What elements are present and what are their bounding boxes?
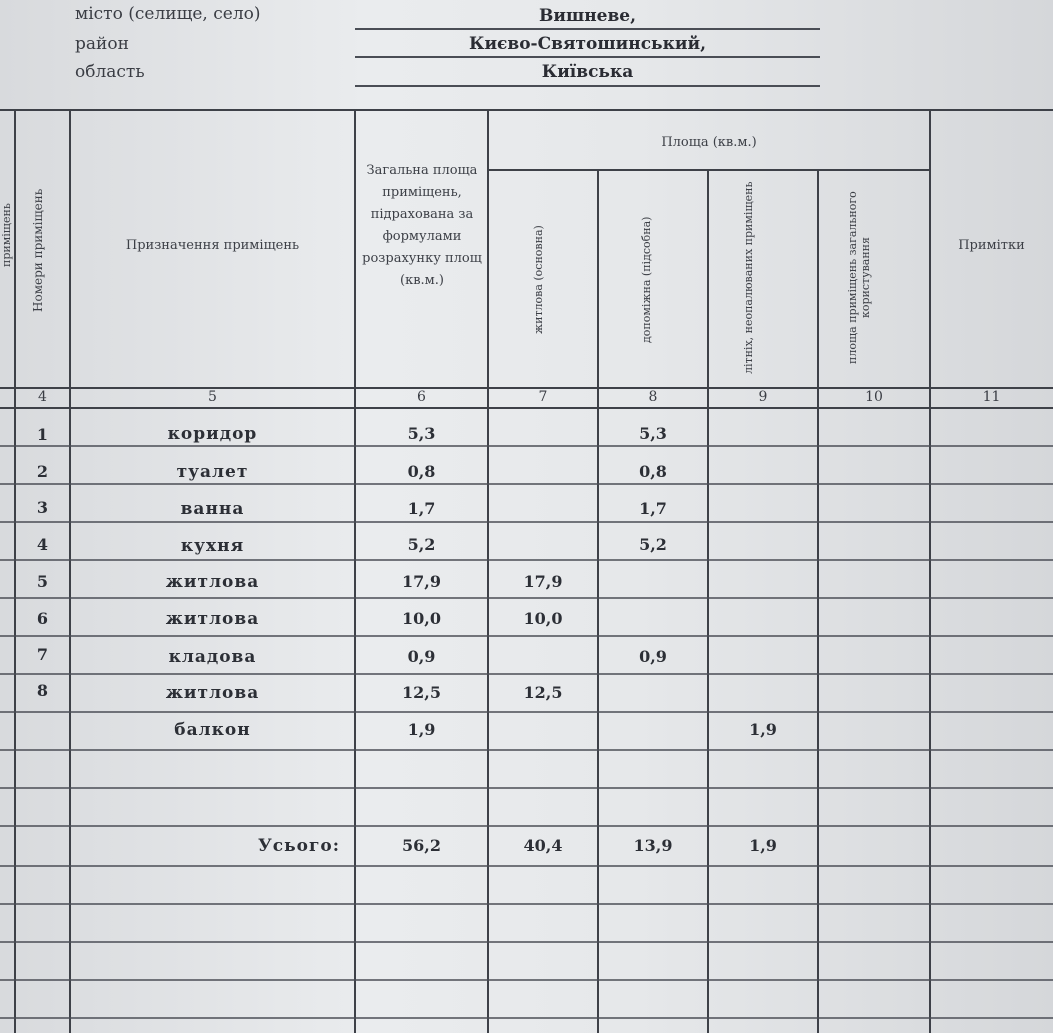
column-number: 8 <box>648 389 658 405</box>
row-number: 3 <box>36 498 49 517</box>
column-number: 6 <box>417 389 426 405</box>
room-living-area: 17,9 <box>523 572 563 591</box>
totals-label: Усього: <box>257 836 340 856</box>
room-total-area: 12,5 <box>402 683 441 702</box>
row-number: 4 <box>36 535 49 554</box>
row-number: 7 <box>36 645 49 664</box>
room-total-area: 0,8 <box>407 462 436 481</box>
area-group-header: Площа (кв.м.) <box>661 135 757 150</box>
room-total-area: 0,9 <box>407 647 436 666</box>
region-label: область <box>75 62 145 82</box>
room-aux-area: 0,8 <box>639 462 667 481</box>
row-number: 1 <box>36 425 49 444</box>
totals-aux-area: 13,9 <box>633 836 673 855</box>
room-name: балкон <box>174 720 251 740</box>
col7-header: житлова (основна) <box>532 225 545 335</box>
room-summer-area: 1,9 <box>749 720 777 739</box>
room-name: туалет <box>176 462 249 482</box>
column-number: 9 <box>758 389 768 405</box>
col5-header: Призначення приміщень <box>125 238 300 253</box>
room-total-area: 1,9 <box>407 720 436 739</box>
city-label: місто (селище, село) <box>75 4 261 24</box>
row-number: 8 <box>36 681 49 700</box>
totals-summer-area: 1,9 <box>749 836 777 855</box>
room-name: житлова <box>165 572 260 592</box>
row-number: 2 <box>36 462 49 481</box>
column-number: 7 <box>538 389 548 405</box>
row-number: 6 <box>36 609 49 628</box>
room-name: кладова <box>168 647 257 667</box>
room-name: кухня <box>180 536 245 556</box>
col10-header: площа приміщень загального користування <box>846 191 872 364</box>
room-living-area: 12,5 <box>523 683 563 702</box>
col8-header: допоміжна (підсобна) <box>640 216 653 344</box>
room-aux-area: 5,2 <box>639 535 667 554</box>
totals-living-area: 40,4 <box>523 836 563 855</box>
column-number: 4 <box>38 389 47 405</box>
totals-total-area: 56,2 <box>402 836 441 855</box>
room-aux-area: 1,7 <box>639 499 667 518</box>
column-number: 11 <box>982 389 1001 405</box>
district-label: район <box>75 34 129 54</box>
district-value: Києво-Святошинський, <box>468 34 707 54</box>
room-total-area: 10,0 <box>402 609 441 628</box>
room-name: ванна <box>180 499 245 519</box>
col11-header: Примітки <box>958 238 1025 253</box>
room-total-area: 5,2 <box>407 535 436 554</box>
room-aux-area: 5,3 <box>639 424 667 443</box>
col3-header-cut: приміщень <box>0 203 13 267</box>
col4-header: Номери приміщень <box>31 188 45 312</box>
room-name: житлова <box>165 609 260 629</box>
column-number: 5 <box>208 389 217 405</box>
room-total-area: 1,7 <box>407 499 436 518</box>
column-number: 10 <box>865 389 883 405</box>
room-name: житлова <box>165 683 260 703</box>
room-total-area: 17,9 <box>402 572 441 591</box>
room-name: коридор <box>167 424 258 444</box>
city-value: Вишневе, <box>538 6 637 26</box>
room-living-area: 10,0 <box>523 609 563 628</box>
col6-header: Загальна площа приміщень, підрахована за формулами розрахунку площ (кв.м.) <box>362 163 482 288</box>
col9-header: літніх, неопалюваних приміщень <box>742 181 755 374</box>
row-number: 5 <box>36 572 49 591</box>
room-total-area: 5,3 <box>407 424 436 443</box>
room-aux-area: 0,9 <box>639 647 667 666</box>
region-value: Київська <box>541 62 634 82</box>
